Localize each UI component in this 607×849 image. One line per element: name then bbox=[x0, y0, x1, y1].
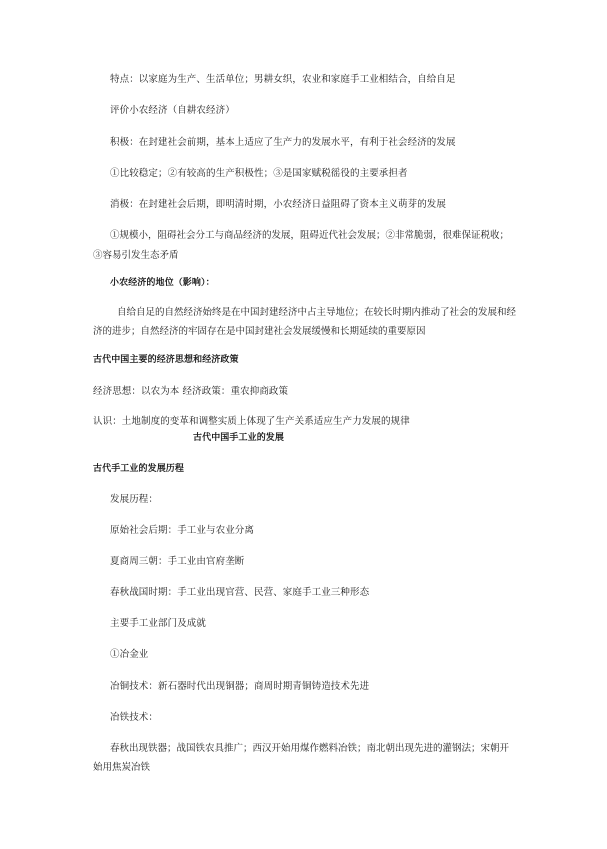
paragraph-features: 特点：以家庭为生产、生活单位；男耕女织，农业和家庭手工业相结合，自给自足 bbox=[110, 74, 456, 85]
paragraph-development-course: 发展历程： bbox=[110, 494, 159, 505]
paragraph-positive: 积极：在封建社会前期，基本上适应了生产力的发展水平，有利于社会经济的发展 bbox=[110, 137, 456, 148]
paragraph-iron-smelting: 春秋出现铁器；战国铁农具推广；西汉开始用煤作燃料冶铁；南北朝出现先进的灌钢法；宋朝开始用焦炭冶铁 bbox=[93, 743, 510, 773]
paragraph-metallurgy: ①冶金业 bbox=[110, 649, 149, 660]
paragraph-xia-shang-zhou: 夏商周三朝：手工业由官府垄断 bbox=[110, 556, 245, 567]
paragraph-primitive-society: 原始社会后期：手工业与农业分离 bbox=[110, 525, 255, 536]
paragraph-negative: 消极：在封建社会后期，即明清时期，小农经济日益阻碍了资本主义萌芽的发展 bbox=[110, 199, 447, 210]
heading-economic-thought: 古代中国主要的经济思想和经济政策 bbox=[93, 355, 239, 365]
paragraph-spring-autumn: 春秋战国时期：手工业出现官营、民营、家庭手工业三种形态 bbox=[110, 587, 370, 598]
paragraph-evaluation-title: 评价小农经济（自耕农经济） bbox=[110, 105, 235, 116]
paragraph-copper-smelting: 冶铜技术：新石器时代出现铜器；商周时期青铜铸造技术先进 bbox=[110, 681, 370, 692]
heading-small-farm-status: 小农经济的地位（影响）： bbox=[110, 278, 215, 288]
paragraph-economic-policy: 经济思想：以农为本 经济政策：重农抑商政策 bbox=[93, 386, 289, 397]
paragraph-positive-points: ①比较稳定；②有较高的生产积极性；③是国家赋税徭役的主要承担者 bbox=[110, 168, 408, 179]
heading-handicraft-development: 古代中国手工业的发展 bbox=[193, 433, 285, 443]
paragraph-natural-economy: 自给自足的自然经济始终是在中国封建经济中占主导地位；在较长时期内推动了社会的发展和经济的进步；自然经济的牢固存在是中国封建社会发展缓慢和长期延续的重要原因 bbox=[93, 307, 517, 337]
paragraph-negative-points: ①规模小，阻碍社会分工与商品经济的发展，阻碍近代社会发展；②非常脆弱，很难保证税收；③容易引发生态矛盾 bbox=[93, 230, 510, 261]
paragraph-main-sectors: 主要手工业部门及成就 bbox=[110, 618, 207, 629]
paragraph-iron-smelting-title: 冶铁技术： bbox=[110, 712, 159, 723]
paragraph-understanding: 认识：土地制度的变革和调整实质上体现了生产关系适应生产力发展的规律 bbox=[93, 416, 410, 427]
heading-handicraft-history: 古代手工业的发展历程 bbox=[93, 464, 185, 474]
